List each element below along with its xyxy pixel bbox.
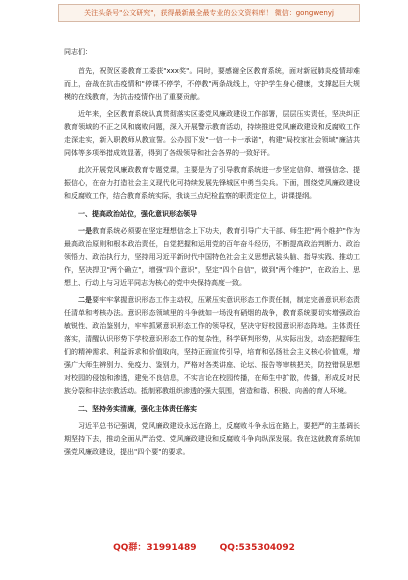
section-2-heading: 二、坚持务实清廉，强化主体责任落实 (78, 405, 197, 413)
footer-contact (0, 540, 408, 553)
paragraph-text: 教育系统必须要在坚定理想信念上下功夫，教育引导广大干部、师生把"两个维护"作为最高政治原则和根本政治责任，自觉把握和运用党的百年奋斗经历，不断提高政治判断力、政治领悟力、政治执行力，坚持用习近平新时代中国特色社会主义思想武装头脑、指导实践、推动工作，坚决捍卫"两个确立"，增强"四个意识"，坚定"四个自信"，做到"两个维护"，在政治上、思想上、行动上与习近平同志为核心的党中央保持高度一致。 (64, 227, 360, 287)
section-2-paragraph-1: 习近平总书记强调，党风廉政建设永远在路上，反腐败斗争永远在路上，要把严的主基调长期坚持下去，推动全面从严治党、党风廉政建设和反腐败斗争向纵深发展。我在这就教育系统加强党风廉政建设，提出"四个要"的要求。 (64, 422, 360, 456)
paragraph-purpose: 此次开展党风廉政教育专题党课，主要是为了引导教育系统进一步坚定信仰、增强信念、提振信心，在奋力打造社会主义现代化可持续发展先锋城区中勇当尖兵。下面，围绕党风廉政建设和反腐败工作，结合教育系统实际，我谈三点纪检监察的职责定位上，讲课提纲。 (64, 166, 360, 200)
top-banner (58, 4, 360, 22)
document-body (64, 46, 360, 463)
section-1-heading: 一、提高政治站位，强化意识形态领导 (78, 210, 197, 218)
section-1-paragraph-1 (64, 225, 360, 290)
lead-label: 二是 (78, 296, 93, 304)
paragraph-achievements: 近年来，全区教育系统认真贯彻落实区委党风廉政建设工作部署，层层压实责任，坚决纠正教育领域的不正之风和腐败问题，深入开展警示教育活动，持续推进党风廉政建设和反腐败工作走深走实，新入职教师从教宣誓。公办园下发"一信一卡一承诺"，构建"局校家社会领域"廉洁共同体等多项举措成效显著，得到了各级领导和社会各界的一致好评。 (64, 110, 360, 157)
paragraph-intro: 首先，祝贺区委教育工委获"xxx奖"。同时，要感谢全区教育系统，面对新冠肺炎疫情却难而上，奋战在抗击疫情和"停课不停学，不停教"两条战线上，守护学生身心健康，支撑起巨大规模的在线教育，为抗击疫情作出了重要贡献。 (64, 67, 360, 101)
paragraph-text: 要牢牢掌握意识形态工作主动权，压紧压实意识形态工作责任制，制定完善意识形态责任清单和考核办法。意识形态领域里的斗争就如一场没有硝烟的战争，教育系统要切实增强政治敏锐性、政治鉴别力，牢牢抓紧意识形态工作的领导权，坚决守好校园意识形态阵地。主体责任落实，清醒认识形势下学校意识形态工作的复杂性，科学研判形势，从实际出发，动态把握师生们的精神需求、利益诉求和价值取向，坚持正面宣传引导，培育和弘扬社会主义核心价值观，增强广大师生辨别力、免疫力、鉴别力，严格对各类讲座、论坛、报告等审核把关，防控错误思想对校园的侵蚀和渗透，建免不良信息，不实言论在校园传播，在师生中扩散，传播，形成反对民族分裂和非法宗教活动。抵制邪教组织渗透的强大氛围，营造和谐、积极、向善的育人环境。 (64, 296, 361, 395)
section-1-paragraph-2 (64, 294, 360, 398)
banner-text: 关注头条号"公文研究"，获得最新最全最专业的公文资料库！ 微信：gongwenyj (84, 9, 334, 17)
lead-label: 一是 (78, 227, 93, 235)
qq-text: QQ:535304092 (219, 543, 295, 553)
qq-group-text: QQ群：31991489 (113, 543, 197, 553)
greeting: 同志们： (64, 48, 92, 56)
